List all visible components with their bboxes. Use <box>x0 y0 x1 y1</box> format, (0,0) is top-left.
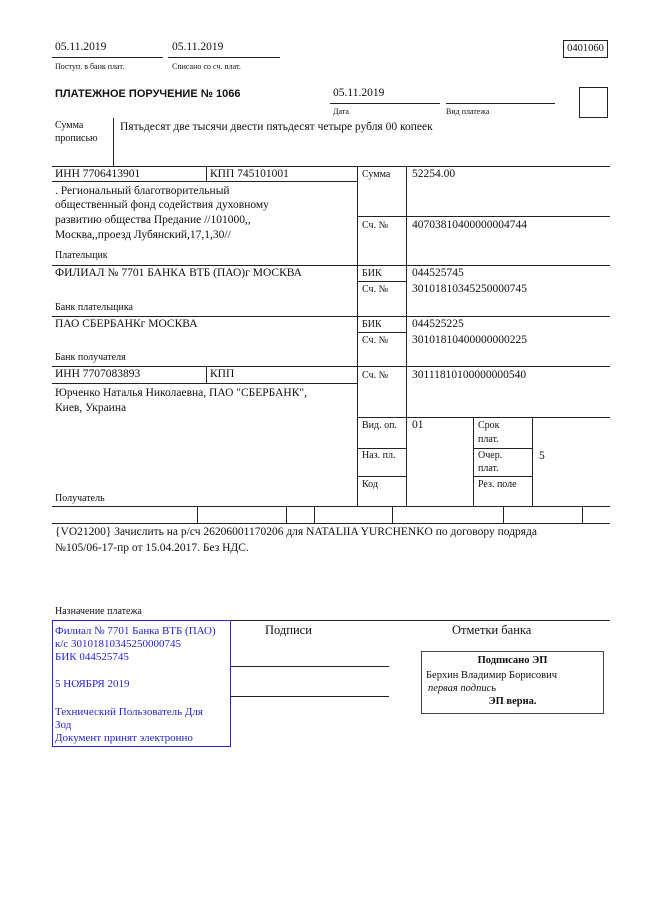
payee-bank-account-label: Сч. № <box>362 335 389 346</box>
esign-status: ЭП верна. <box>488 696 537 707</box>
code-label: Код <box>362 479 378 490</box>
payment-type-box <box>579 87 608 118</box>
divider <box>532 417 533 506</box>
payee-label: Получатель <box>55 493 105 504</box>
amount-words-label: прописью <box>55 133 98 144</box>
divider <box>52 265 610 266</box>
payer-bank-name: ФИЛИАЛ № 7701 БАНКА ВТБ (ПАО)г МОСКВА <box>55 267 302 279</box>
divider <box>473 476 532 477</box>
divider <box>286 506 287 523</box>
divider <box>52 366 610 367</box>
divider <box>206 366 207 383</box>
divider <box>357 216 610 217</box>
payee-bank-account: 30101810400000000225 <box>412 334 527 346</box>
amount-label: Сумма <box>362 169 391 180</box>
payer-kpp: КПП 745101001 <box>210 168 289 180</box>
divider <box>52 57 163 58</box>
payer-label: Плательщик <box>55 250 108 261</box>
payer-bank-bik-label: БИК <box>362 268 382 279</box>
payer-account: 40703810400000004744 <box>412 219 527 231</box>
divider <box>357 448 406 449</box>
divider <box>52 506 610 507</box>
payee-bank-bik-label: БИК <box>362 319 382 330</box>
date-received: 05.11.2019 <box>55 41 107 53</box>
term-label: Срок <box>478 420 500 431</box>
payment-type-label: Вид платежа <box>446 107 490 116</box>
divider <box>113 118 114 166</box>
divider <box>357 332 406 333</box>
payee-kpp: КПП <box>210 368 235 380</box>
purpose-code-label: Наз. пл. <box>362 450 396 461</box>
stamp-line: Зод <box>55 719 72 731</box>
divider <box>168 57 280 58</box>
esign-signer: Берхин Владимир Борисович <box>426 670 557 681</box>
payee-bank-label: Банк получателя <box>55 352 126 363</box>
divider <box>473 448 532 449</box>
payer-bank-bik: 044525745 <box>412 267 464 279</box>
payer-inn: ИНН 7706413901 <box>55 168 141 180</box>
purpose-line: №105/06-17-пр от 15.04.2017. Без НДС. <box>55 542 249 554</box>
bank-marks-label: Отметки банка <box>452 623 532 637</box>
divider <box>52 166 610 167</box>
payee-account: 30111810100000000540 <box>412 369 527 381</box>
amount-words-label: Сумма <box>55 120 84 131</box>
reserve-label: Рез. поле <box>478 479 517 490</box>
payer-bank-label: Банк плательщика <box>55 302 133 313</box>
stamp-line: Технический Пользователь Для <box>55 706 203 718</box>
payee-bank-bik: 044525225 <box>412 318 464 330</box>
payer-name-line: развитию общества Предание //101000,, <box>55 214 251 226</box>
divider <box>314 506 315 523</box>
payer-name-line: Москва,,проезд Лубянский,17,1,30// <box>55 229 231 241</box>
divider <box>582 506 583 523</box>
form-code-box: 0401060 <box>563 40 608 58</box>
payer-bank-account-label: Сч. № <box>362 284 389 295</box>
priority-value: 5 <box>539 450 545 462</box>
priority-label: Очер. <box>478 450 503 461</box>
bank-acceptance-stamp <box>52 620 231 747</box>
date-debited-label: Списано со сч. плат. <box>172 62 241 71</box>
payer-bank-account: 30101810345250000745 <box>412 283 527 295</box>
divider <box>392 506 393 523</box>
divider <box>52 316 610 317</box>
stamp-line: Документ принят электронно <box>55 732 193 744</box>
divider <box>357 417 610 418</box>
payer-name-line: общественный фонд содействия духовному <box>55 199 269 211</box>
date-received-label: Поступ. в банк плат. <box>55 62 125 71</box>
divider <box>406 166 407 506</box>
divider <box>52 383 357 384</box>
stamp-line: к/с 30101810345250000745 <box>55 638 182 650</box>
payee-name-line: Киев, Украина <box>55 402 127 414</box>
amount-words: Пятьдесят две тысячи двести пятьдесят четыре рубля 00 копеек <box>120 121 433 133</box>
stamp-line: БИК 044525745 <box>55 651 129 663</box>
esign-box <box>421 651 604 714</box>
purpose-label: Назначение платежа <box>55 606 142 617</box>
divider <box>52 523 610 524</box>
payee-name-line: Юрченко Наталья Николаевна, ПАО "СБЕРБАНК", <box>55 387 307 399</box>
divider <box>446 103 555 104</box>
term-label: плат. <box>478 434 499 445</box>
amount-value: 52254.00 <box>412 168 456 180</box>
payee-account-label: Сч. № <box>362 370 389 381</box>
payer-name-line: . Региональный благотворительный <box>55 185 230 197</box>
esign-role: первая подпись <box>428 683 497 694</box>
date-label: Дата <box>333 107 349 116</box>
payee-bank-name: ПАО СБЕРБАНКг МОСКВА <box>55 318 198 330</box>
divider <box>206 166 207 181</box>
document-title: ПЛАТЕЖНОЕ ПОРУЧЕНИЕ № 1066 <box>55 88 241 100</box>
divider <box>357 476 406 477</box>
op-type: 01 <box>412 419 424 431</box>
stamp-line: 5 НОЯБРЯ 2019 <box>55 678 130 690</box>
document-date: 05.11.2019 <box>333 87 385 99</box>
payer-account-label: Сч. № <box>362 220 389 231</box>
signatures-label: Подписи <box>265 623 312 637</box>
purpose-line: {VO21200} Зачислить на р/сч 26206001170206 для NATALIIA YURCHENKO по договору подряда <box>55 526 537 538</box>
divider <box>197 506 198 523</box>
divider <box>330 103 440 104</box>
divider <box>357 281 406 282</box>
date-debited: 05.11.2019 <box>172 41 224 53</box>
stamp-line: Филиал № 7701 Банка ВТБ (ПАО) <box>55 625 216 637</box>
divider <box>503 506 504 523</box>
divider <box>357 166 358 506</box>
signature-line <box>230 696 389 697</box>
signature-line <box>230 666 389 667</box>
esign-title: Подписано ЭП <box>477 655 548 666</box>
payee-inn: ИНН 7707083893 <box>55 368 141 380</box>
op-type-label: Вид. оп. <box>362 420 397 431</box>
divider <box>473 417 474 506</box>
priority-label: плат. <box>478 463 499 474</box>
